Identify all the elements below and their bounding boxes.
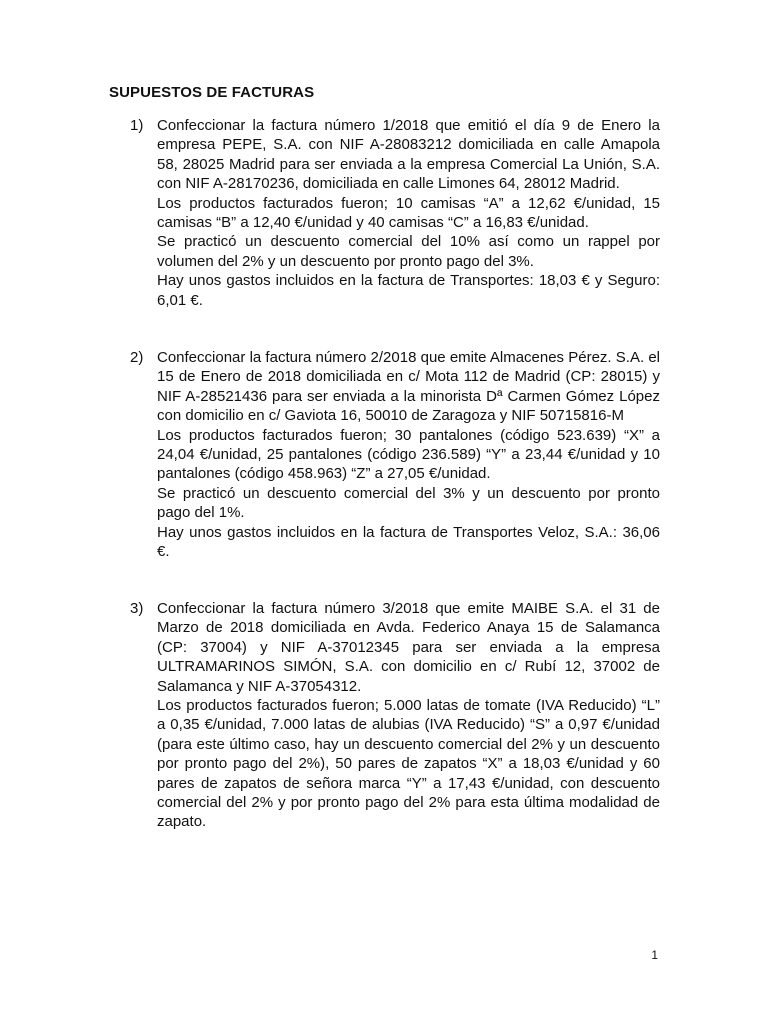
exercise-paragraph: Confeccionar la factura número 1/2018 que emitió el día 9 de Enero la empresa PEPE, S.A. con NIF A-28083212 domiciliada en calle Amapola 58, 28025 Madrid para ser enviada a la empresa Comercial La Unión, S.A. con NIF A-28170236, domiciliada en calle Limones 64, 28012 Madrid. <box>157 117 660 193</box>
page-number: 1 <box>651 948 658 962</box>
exercise-item-1 <box>130 116 660 310</box>
exercise-paragraph: Confeccionar la factura número 3/2018 que emite MAIBE S.A. el 31 de Marzo de 2018 domiciliada en Avda. Federico Anaya 15 de Salamanca (CP: 37004) y NIF A-37012345 para ser enviada a la empresa ULTRAMARINOS SIMÓN, S.A. con domicilio en c/ Rubí 12, 37002 de Salamanca y NIF A-37054312. <box>157 600 660 695</box>
exercise-paragraph: Confeccionar la factura número 2/2018 que emite Almacenes Pérez. S.A. el 15 de Enero de 2018 domiciliada en c/ Mota 112 de Madrid (CP: 28015) y NIF A-28521436 para ser enviada a la minorista Dª Carmen Gómez López con domicilio en c/ Gaviota 16, 50010 de Zaragoza y NIF 50715816-M <box>157 349 660 425</box>
exercise-number: 1) <box>130 117 144 134</box>
exercise-paragraph: Los productos facturados fueron; 5.000 latas de tomate (IVA Reducido) “L” a 0,35 €/unidad, 7.000 latas de alubias (IVA Reducido) “S” a 0,97 €/unidad (para este último caso, hay un descuento comercial del 2% y un descuento por pronto pago del 2%), 50 pares de zapatos “X” a 18,03 €/unidad y 60 pares de zapatos de señora marca “Y” a 17,43 €/unidad, con descuento comercial del 2% y por pronto pago del 2% para esta última modalidad de zapato. <box>157 697 660 831</box>
exercise-paragraph: Los productos facturados fueron; 30 pantalones (código 523.639) “X” a 24,04 €/unidad, 25 pantalones (código 236.589) “Y” a 23,44 €/unidad y 10 pantalones (código 458.963) “Z” a 27,05 €/unidad. <box>157 426 660 483</box>
exercise-item-2 <box>130 348 660 561</box>
exercise-paragraph: Hay unos gastos incluidos en la factura de Transportes: 18,03 € y Seguro: 6,01 €. <box>157 272 660 309</box>
exercise-number: 3) <box>130 600 144 617</box>
exercise-paragraph: Se practicó un descuento comercial del 10% así como un rappel por volumen del 2% y un descuento por pronto pago del 3%. <box>157 233 660 270</box>
exercise-paragraph: Hay unos gastos incluidos en la factura de Transportes Veloz, S.A.: 36,06 €. <box>157 523 660 561</box>
exercise-item-3 <box>130 599 660 832</box>
exercise-paragraph: Los productos facturados fueron; 10 camisas “A” a 12,62 €/unidad, 15 camisas “B” a 12,40 €/unidad y 40 camisas “C” a 16,83 €/unidad. <box>157 194 660 232</box>
exercise-paragraph: Se practicó un descuento comercial del 3% y un descuento por pronto pago del 1%. <box>157 484 660 522</box>
exercise-number: 2) <box>130 349 144 366</box>
page-title: SUPUESTOS DE FACTURAS <box>109 84 315 101</box>
